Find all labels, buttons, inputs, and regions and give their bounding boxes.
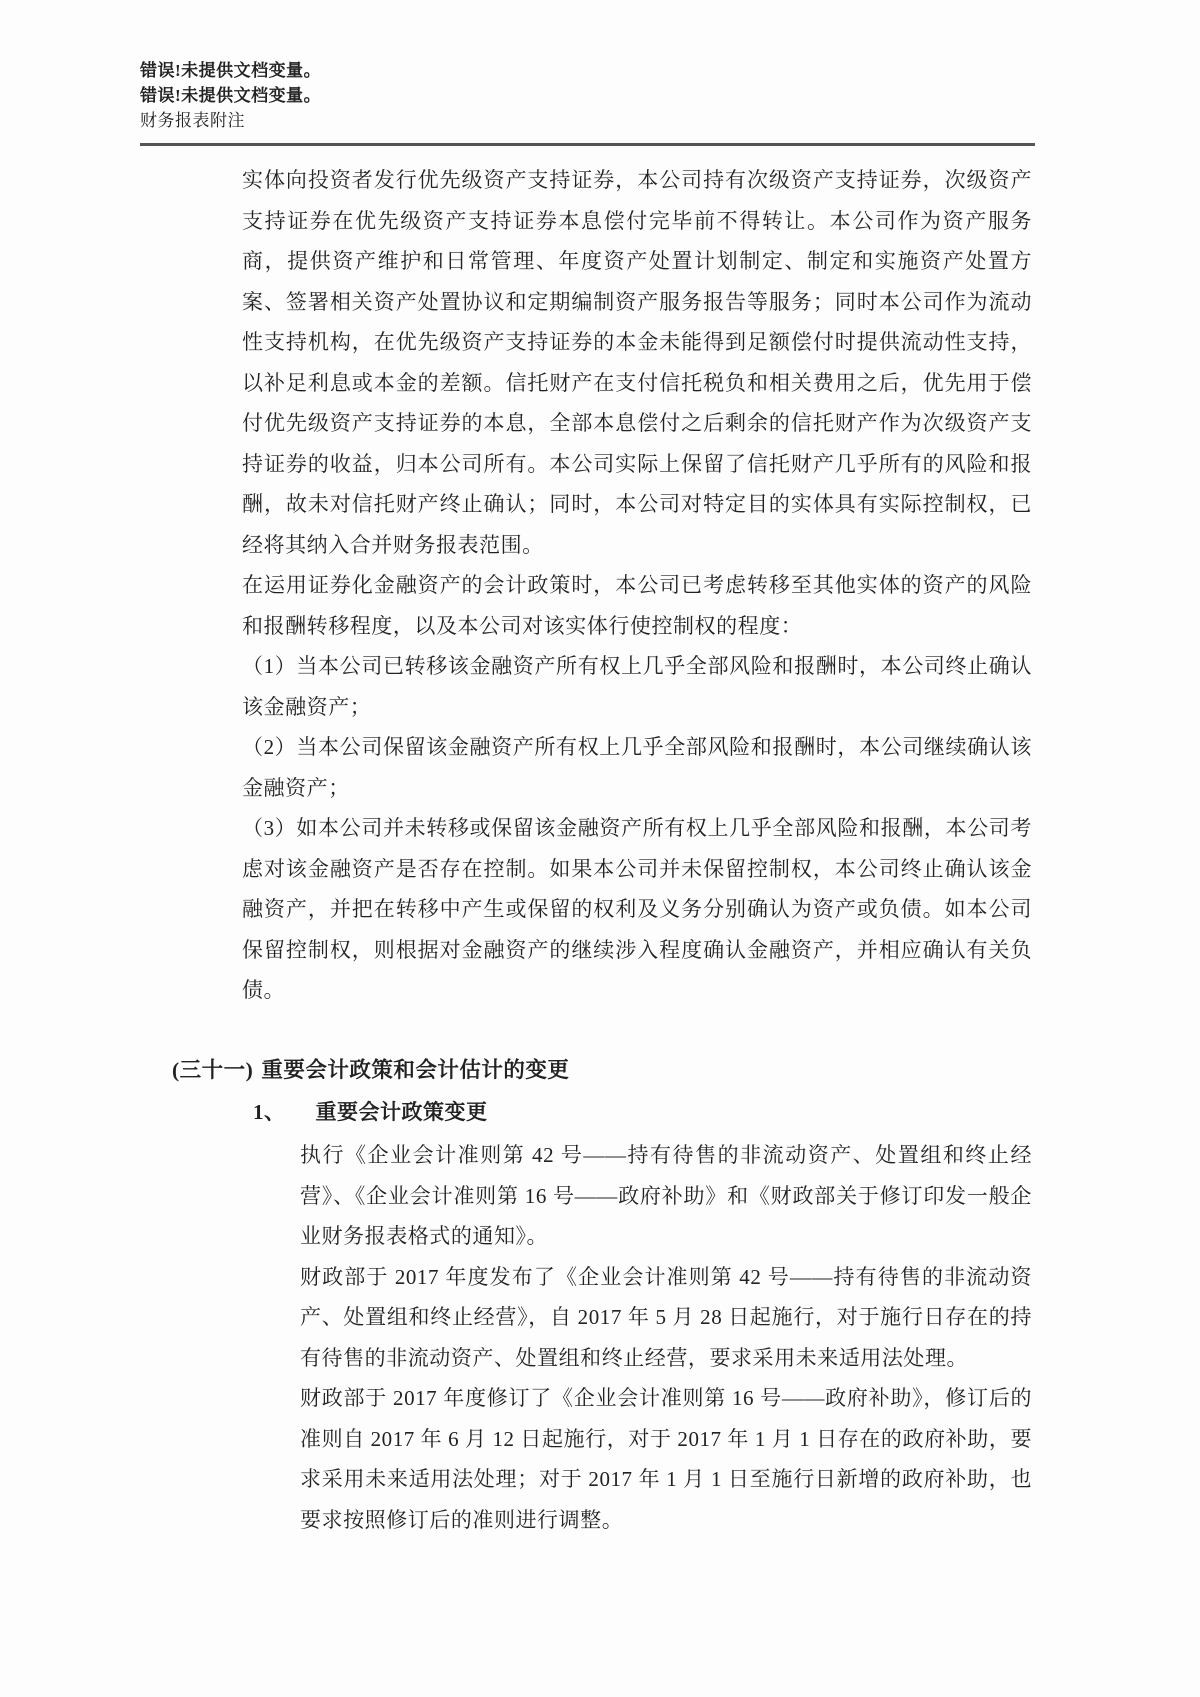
body-content	[242, 160, 1032, 1011]
subsection-number: 1、	[253, 1100, 286, 1124]
section-paragraph-cas16: 财政部于 2017 年度修订了《企业会计准则第 16 号——政府补助》，修订后的准则自 2017 年 6 月 12 日起施行，对于 2017 年 1 月 1 日存在的政府补助，要求采用未来适用法处理；对于 2017 年 1 月 1 日至施行日新增的政府补助，也要求按照修订后的准则进行调整。	[300, 1386, 1032, 1532]
header-doc-variable-2: 错误!未提供文档变量。	[140, 86, 322, 105]
section-paragraph-standards-adopted: 执行《企业会计准则第 42 号——持有待售的非流动资产、处置组和终止经营》、《企业会计准则第 16 号——政府补助》和《财政部关于修订印发一般企业财务报表格式的通知》。	[300, 1143, 1032, 1248]
section-number: (三十一)	[172, 1058, 254, 1082]
subsection-heading	[253, 1096, 488, 1126]
section-heading	[172, 1053, 569, 1084]
header-doc-variable-1: 错误!未提供文档变量。	[140, 61, 322, 80]
section-paragraph-cas42: 财政部于 2017 年度发布了《企业会计准则第 42 号——持有待售的非流动资产、处置组和终止经营》，自 2017 年 5 月 28 日起施行，对于施行日存在的持有待售的非流动资产、处置组和终止经营，要求采用未来适用法处理。	[300, 1264, 1032, 1370]
paragraph-item-2: （2）当本公司保留该金融资产所有权上几乎全部风险和报酬时，本公司继续确认该金融资产；	[242, 735, 1032, 800]
header-title: 财务报表附注	[140, 111, 245, 130]
section-title: 重要会计政策和会计估计的变更	[261, 1058, 570, 1082]
paragraph-item-3: （3）如本公司并未转移或保留该金融资产所有权上几乎全部风险和报酬，本公司考虑对该金融资产是否存在控制。如果本公司并未保留控制权，本公司终止确认该金融资产，并把在转移中产生或保留的权利及义务分别确认为资产或负债。如本公司保留控制权，则根据对金融资产的继续涉入程度确认金融资产，并相应确认有关负债。	[242, 816, 1032, 1002]
header-divider	[140, 143, 1035, 146]
section-content	[300, 1135, 1032, 1540]
paragraph-securitization: 实体向投资者发行优先级资产支持证券，本公司持有次级资产支持证券，次级资产支持证券在优先级资产支持证券本息偿付完毕前不得转让。本公司作为资产服务商，提供资产维护和日常管理、年度资产处置计划制定、制定和实施资产处置方案、签署相关资产处置协议和定期编制资产服务报告等服务；同时本公司作为流动性支持机构，在优先级资产支持证券的本金未能得到足额偿付时提供流动性支持，以补足利息或本金的差额。信托财产在支付信托税负和相关费用之后，优先用于偿付优先级资产支持证券的本息，全部本息偿付之后剩余的信托财产作为次级资产支持证券的收益，归本公司所有。本公司实际上保留了信托财产几乎所有的风险和报酬，故未对信托财产终止确认；同时，本公司对特定目的实体具有实际控制权，已经将其纳入合并财务报表范围。	[242, 168, 1032, 557]
paragraph-policy-application: 在运用证券化金融资产的会计政策时，本公司已考虑转移至其他实体的资产的风险和报酬转移程度，以及本公司对该实体行使控制权的程度：	[242, 573, 1032, 638]
page-header	[140, 58, 1035, 133]
paragraph-item-1: （1）当本公司已转移该金融资产所有权上几乎全部风险和报酬时，本公司终止确认该金融资产；	[242, 654, 1032, 719]
subsection-title: 重要会计政策变更	[315, 1100, 488, 1124]
